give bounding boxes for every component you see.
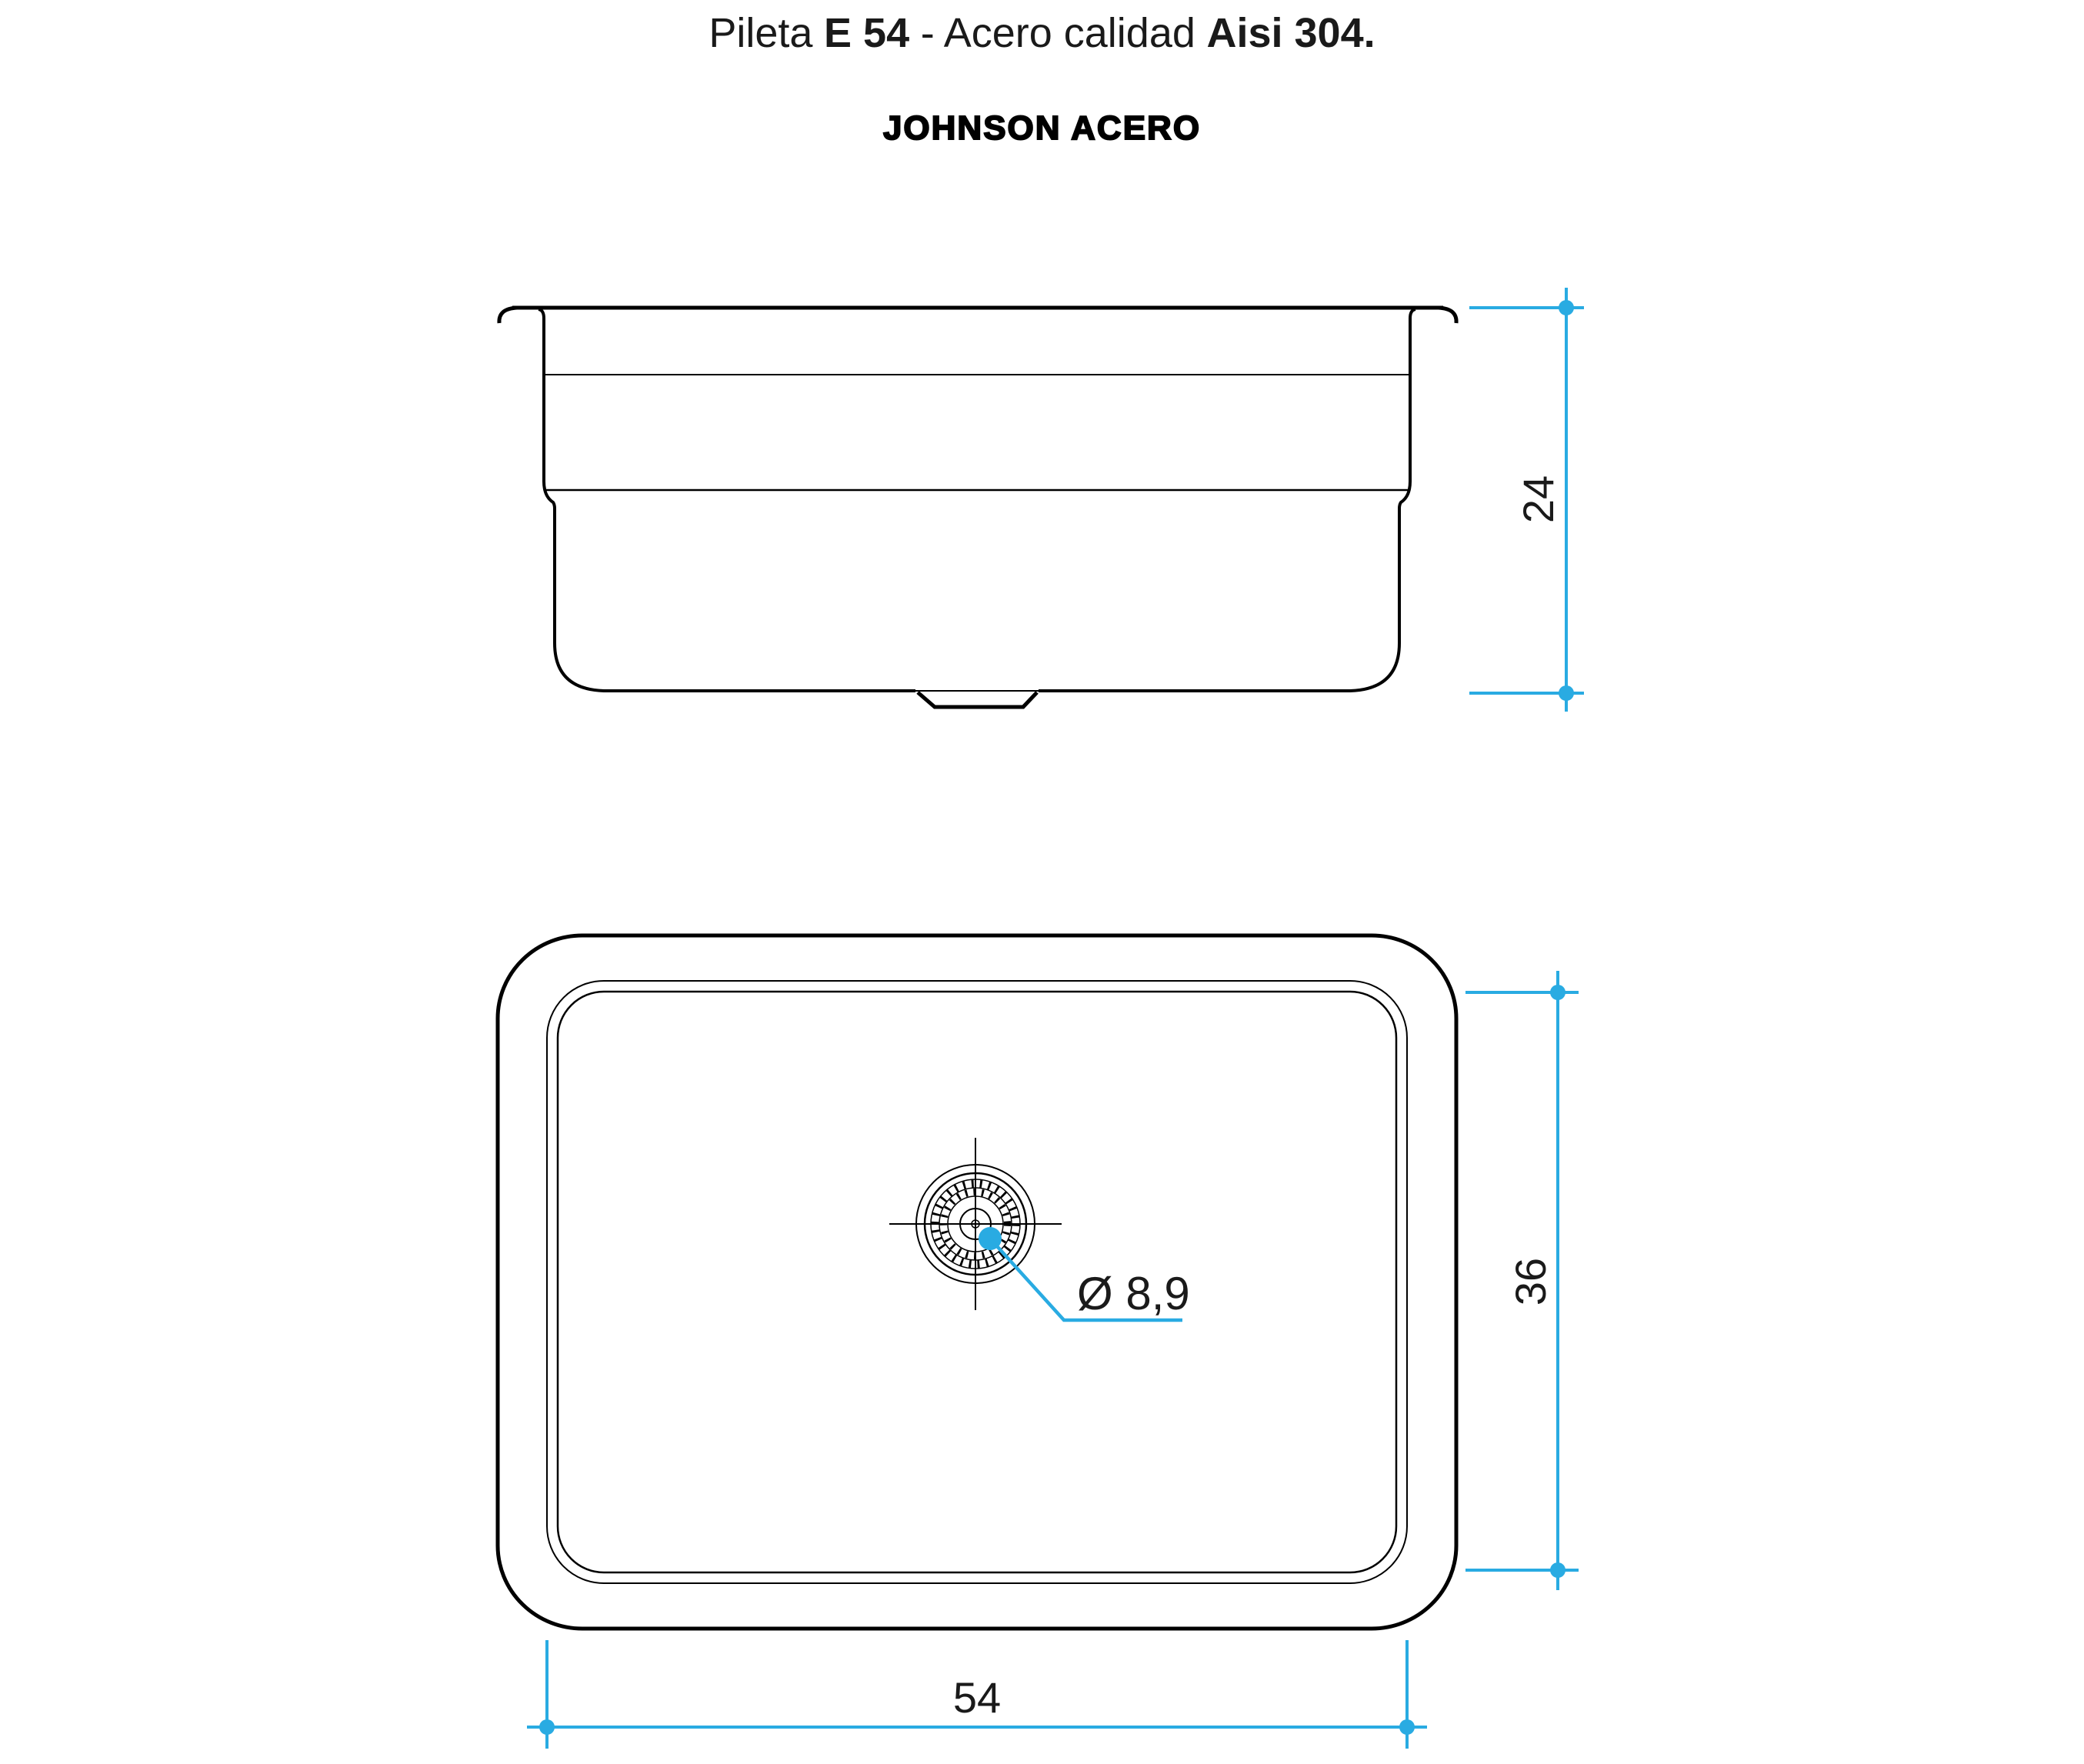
- dim-36-dot-top: [1550, 985, 1566, 1000]
- title-segment-material: Aisi 304.: [1206, 10, 1375, 56]
- bowl-left-profile: [539, 309, 915, 691]
- plan-bowl-rim-inner: [558, 992, 1396, 1572]
- dimension-height-24: [1469, 288, 1584, 712]
- dimension-width-54: [527, 1640, 1427, 1749]
- drain-diameter-label: Ø 8,9: [1077, 1268, 1190, 1319]
- title-segment-model: E 54: [824, 10, 910, 56]
- side-elevation-view: [499, 308, 1456, 707]
- dim-36-label: 36: [1506, 1257, 1555, 1306]
- plan-view: [498, 935, 1456, 1629]
- dimension-depth-36: [1465, 971, 1579, 1590]
- bowl-right-profile: [1039, 309, 1415, 691]
- dim-24-label: 24: [1514, 475, 1562, 524]
- rim-right-curl: [1439, 308, 1456, 323]
- plan-bowl-rim-outer: [547, 981, 1407, 1583]
- dim-24-dot-top: [1559, 300, 1574, 315]
- dim-54-dot-right: [1399, 1719, 1415, 1735]
- dim-54-label: 54: [952, 1673, 1002, 1722]
- drain-strainer-icon: [889, 1138, 1062, 1310]
- title-segment: - Acero calidad: [920, 10, 1195, 56]
- brand-logo-text: JOHNSON ACERO: [882, 109, 1202, 147]
- title-segment: Pileta: [709, 10, 813, 56]
- plan-outer-edge: [498, 935, 1456, 1629]
- drain-boss-profile: [918, 692, 1037, 707]
- dim-54-dot-left: [539, 1719, 555, 1735]
- dim-24-dot-bottom: [1559, 685, 1574, 701]
- dim-36-dot-bottom: [1550, 1562, 1566, 1578]
- rim-left-curl: [499, 308, 517, 323]
